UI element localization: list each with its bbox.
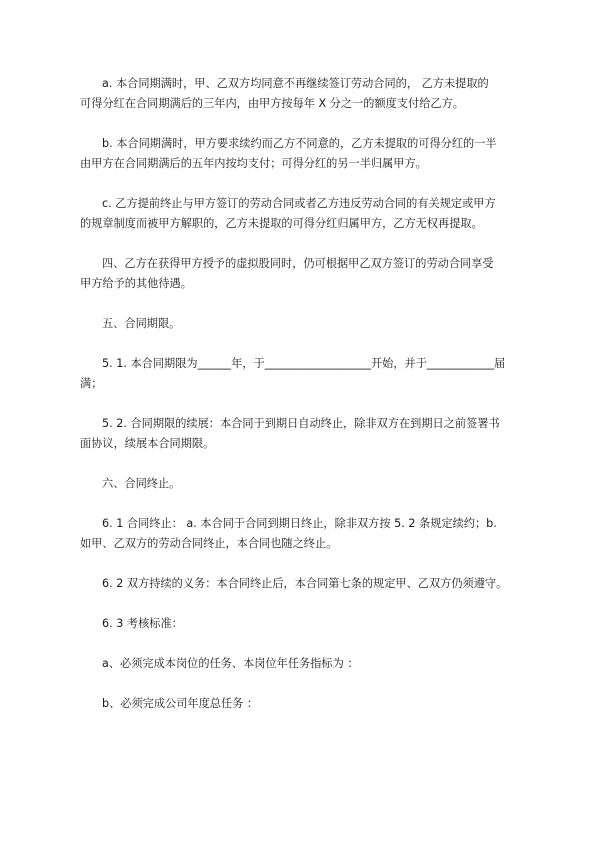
- clause-5-2-line-2: 面协议，续展本合同期限。: [80, 437, 215, 450]
- clause-6-3-line-1: 6. 3 考核标准：: [102, 617, 183, 630]
- clause-b-paragraph: [80, 134, 535, 174]
- section-6-heading-text: 六、合同终止。: [102, 477, 181, 490]
- clause-b-line-2: 由甲方在合同期满后的五年内按均支付；可得分红的另一半归属甲方。: [80, 157, 427, 170]
- clause-5-2-line-1: 5. 2. 合同期限的续展：本合同于到期日自动终止，除非双方在到期日之前签署书: [102, 417, 500, 430]
- clause-5-1-line-1: 5. 1. 本合同期限为______年，于___________________开始，并于____________届: [102, 357, 506, 370]
- section-5-heading: [80, 314, 535, 334]
- clause-5-1-line-2: 满；: [80, 377, 103, 390]
- clause-b-line-1: b. 本合同期满时，甲方要求续约而乙方不同意的，乙方未提取的可得分红的一半: [102, 137, 497, 150]
- criteria-a-paragraph: [80, 654, 535, 674]
- clause-6-1-line-2: 如甲、乙双方的劳动合同终止，本合同也随之终止。: [80, 537, 338, 550]
- clause-6-1-line-1: 6. 1 合同终止： a. 本合同于合同到期日终止，除非双方按 5. 2 条规定续约；b.: [102, 517, 497, 530]
- criteria-b-line-1: b、必须完成公司年度总任务 ：: [102, 697, 259, 710]
- clause-6-2-paragraph: [80, 574, 535, 594]
- clause-c-paragraph: [80, 194, 535, 234]
- clause-5-2-paragraph: [80, 414, 535, 454]
- clause-c-line-1: c. 乙方提前终止与甲方签订的劳动合同或者乙方违反劳动合同的有关规定或甲方: [102, 197, 496, 210]
- section-4-paragraph: [80, 254, 535, 294]
- clause-6-2-line-1: 6. 2 双方持续的义务：本合同终止后，本合同第七条的规定甲、乙双方仍须遵守。: [102, 577, 508, 590]
- clause-6-3-paragraph: [80, 614, 535, 634]
- clause-6-1-paragraph: [80, 514, 535, 554]
- clause-5-1-paragraph: [80, 354, 535, 394]
- clause-a-line-1: a. 本合同期满时，甲、乙双方均同意不再继续签订劳动合同的， 乙方未提取的: [102, 77, 489, 90]
- section-4-line-2: 甲方给予的其他待遇。: [80, 277, 192, 290]
- criteria-a-line-1: a、必须完成本岗位的任务、本岗位年任务指标为 ：: [102, 657, 359, 670]
- section-6-heading: [80, 474, 535, 494]
- clause-a-paragraph: [80, 74, 535, 114]
- clause-a-line-2: 可得分红在合同期满后的三年内，由甲方按每年 X 分之一的额度支付给乙方。: [80, 97, 464, 110]
- section-4-line-1: 四、乙方在获得甲方授予的虚拟股同时，仍可根据甲乙双方签订的劳动合同享受: [102, 257, 494, 270]
- section-5-heading-text: 五、合同期限。: [102, 317, 181, 330]
- criteria-b-paragraph: [80, 694, 535, 714]
- clause-c-line-2: 的规章制度而被甲方解职的，乙方未提取的可得分红归属甲方，乙方无权再提取。: [80, 217, 483, 230]
